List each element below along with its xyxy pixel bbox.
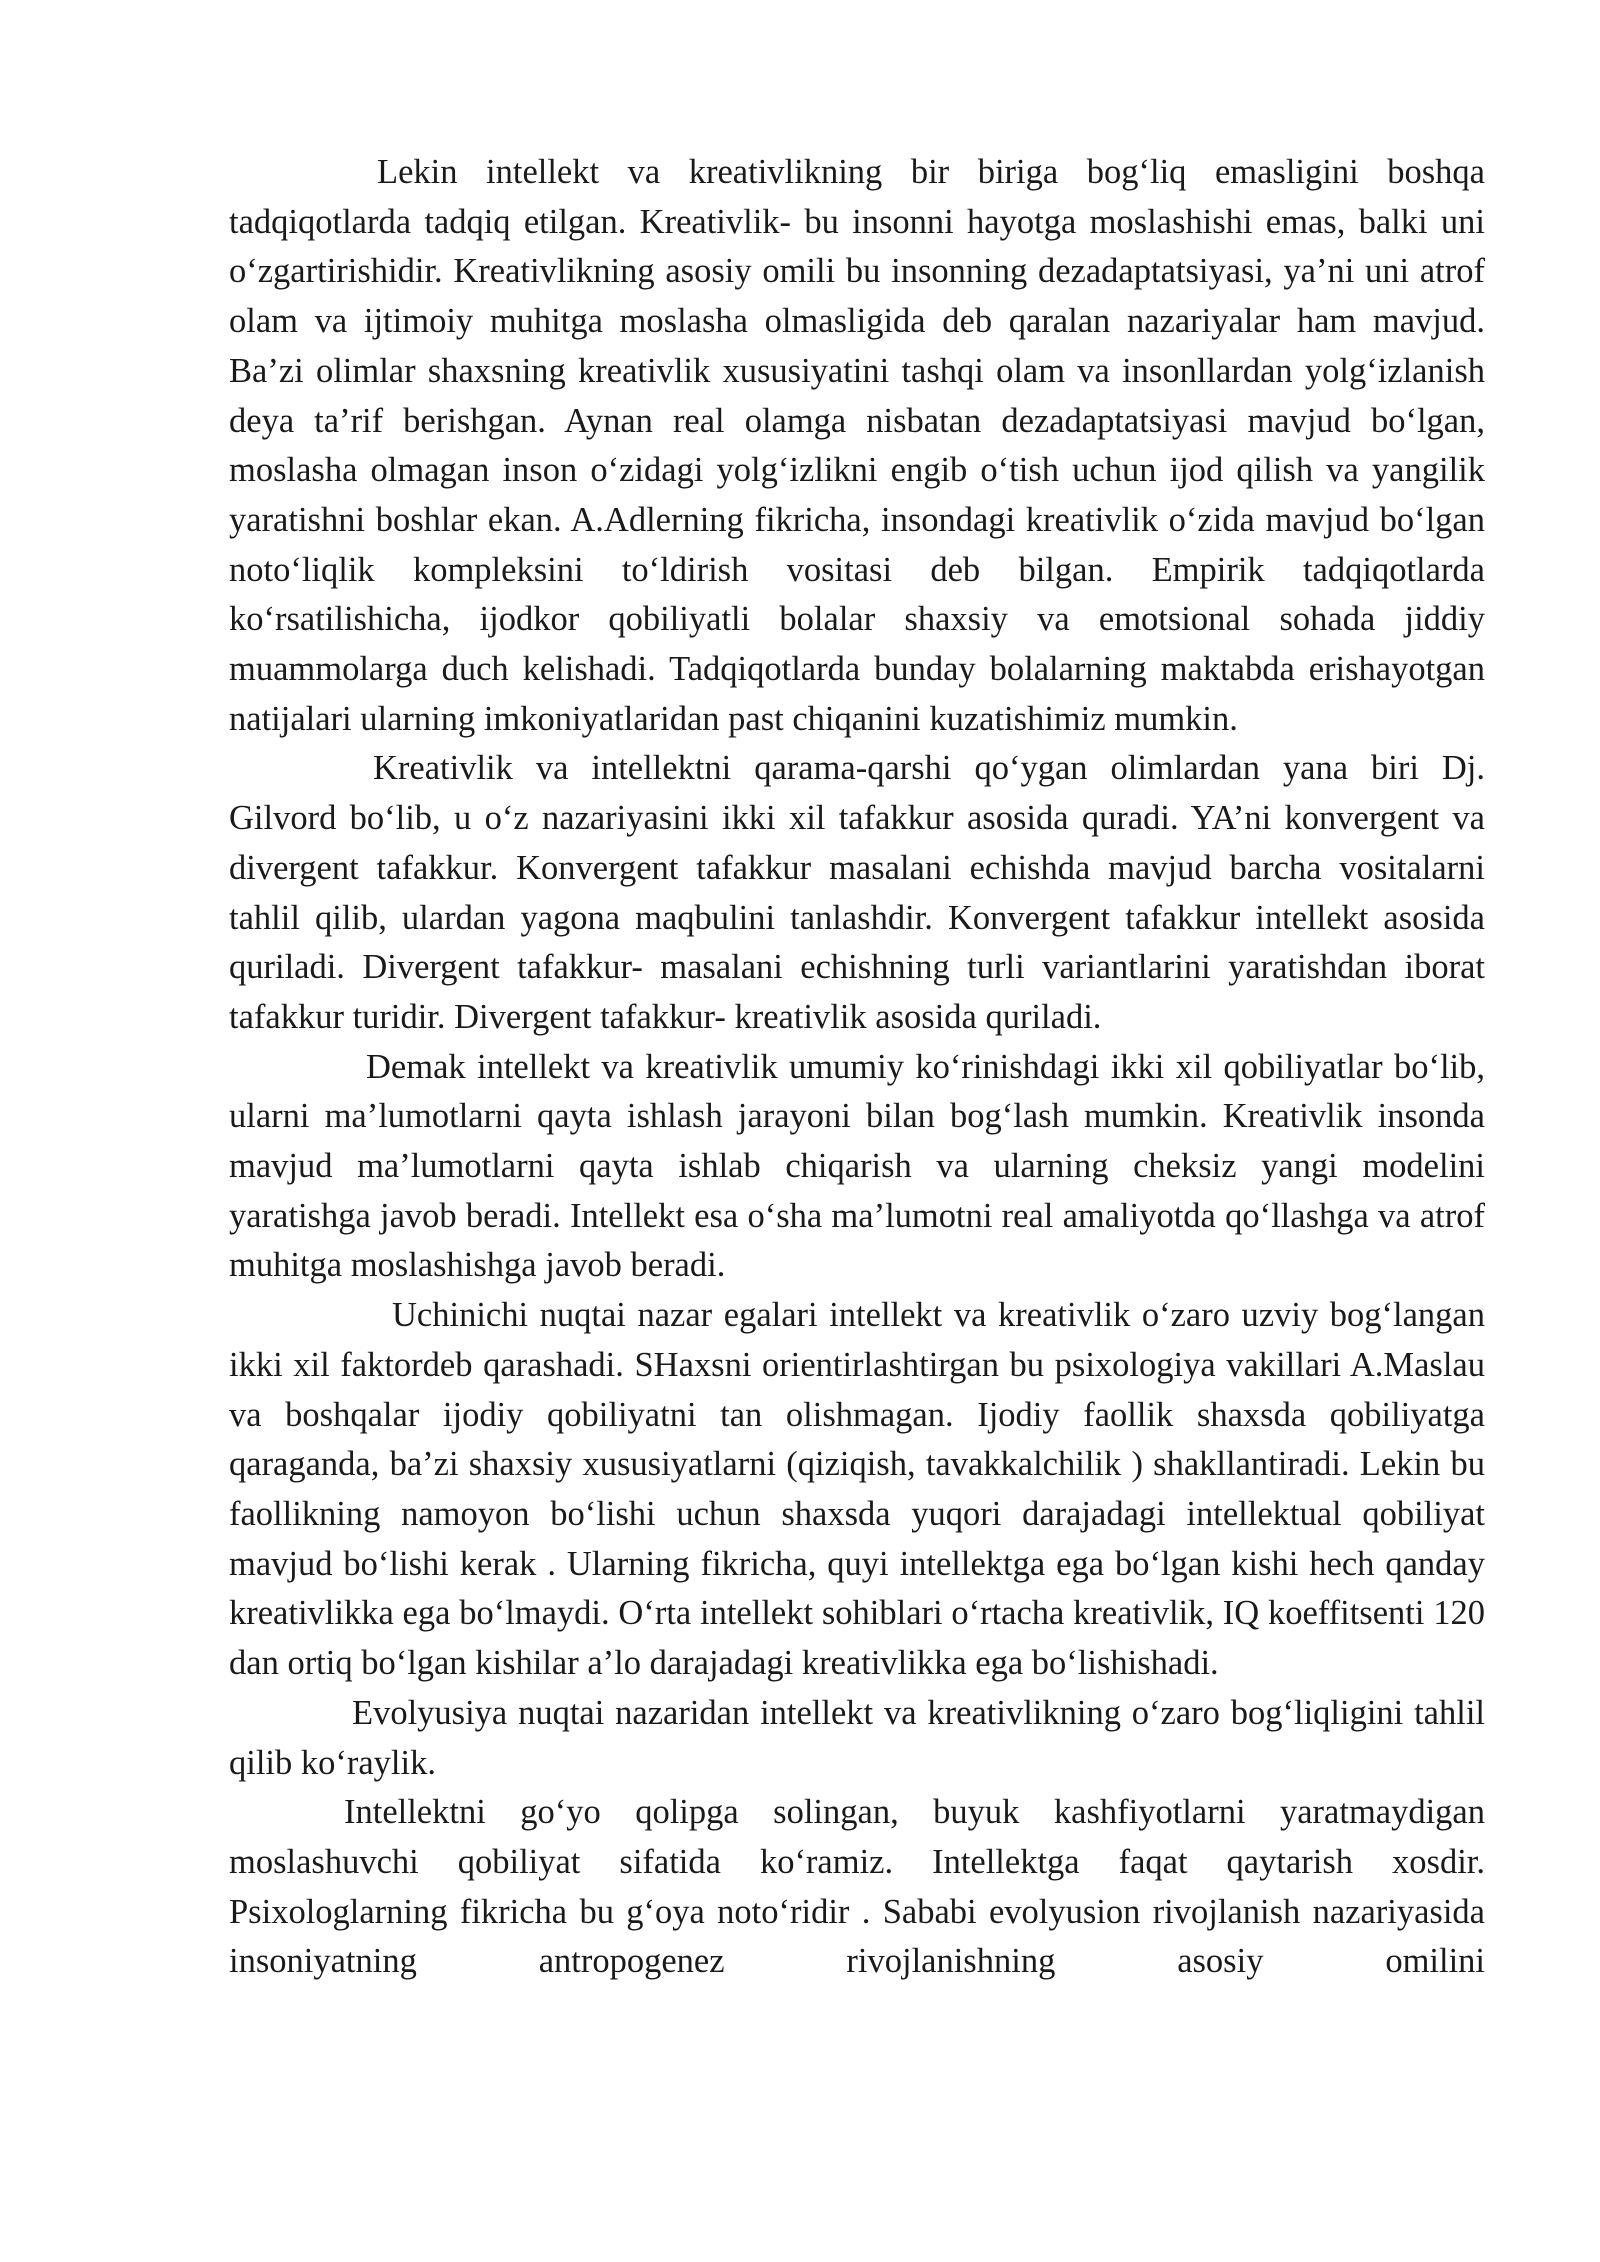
paragraph-2: Kreativlik va intellektni qarama-qarshi qo‘ygan olimlardan yana biri Dj. Gilvord bo‘lib, u o‘z nazariyasini ikki xil tafakkur asosida quradi. YA’ni konvergent va divergent tafakkur. Konvergent tafakkur masalani echishda mavjud barcha vositalarni tahlil qilib, ulardan yagona maqbulini tanlashdir. Konvergent tafakkur intellekt asosida quriladi. Divergent tafakkur- masalani echishning turli variantlarini yaratishdan iborat tafakkur turidir. Divergent tafakkur- kreativlik asosida quriladi. bbox=[229, 749, 1485, 1036]
paragraph-1: Lekin intellekt va kreativlikning bir biriga bog‘liq emasligini boshqa tadqiqotlarda tadqiq etilgan. Kreativlik- bu insonni hayotga moslashishi emas, balki uni o‘zgartirishidir. Kreativlikning asosiy omili bu insonning dezadaptatsiyasi, ya’ni uni atrof olam va ijtimoiy muhitga moslasha olmasligida deb qaralan nazariyalar ham mavjud. Ba’zi olimlar shaxsning kreativlik xususiyatini tashqi olam va insonllardan yolg‘izlanish deya ta’rif berishgan. Aynan real olamga nisbatan dezadaptatsiyasi mavjud bo‘lgan, moslasha olmagan inson o‘zidagi yolg‘izlikni engib o‘tish uchun ijod qilish va yangilik yaratishni boshlar ekan. A.Adlerning fikricha, insondagi kreativlik o‘zida mavjud bo‘lgan noto‘liqlik kompleksini to‘ldirish vositasi deb bilgan. Empirik tadqiqotlarda ko‘rsatilishicha, ijodkor qobiliyatli bolalar shaxsiy va emotsional sohada jiddiy muammolarga duch kelishadi. Tadqiqotlarda bunday bolalarning maktabda erishayotgan natijalari ularning imkoniyatlaridan past chiqanini kuzatishimiz mumkin. bbox=[229, 153, 1485, 738]
document-body bbox=[229, 148, 1485, 1987]
paragraph-5: Evolyusiya nuqtai nazaridan intellekt va kreativlikning o‘zaro bog‘liqligini tahlil qilib ko‘raylik. bbox=[229, 1693, 1485, 1782]
paragraph-6: Intellektni go‘yo qolipga solingan, buyuk kashfiyotlarni yaratmaydigan moslashuvchi qobiliyat sifatida ko‘ramiz. Intellektga faqat qaytarish xosdir. Psixologlarning fikricha bu g‘oya noto‘ridir . Sababi evolyusion rivojlanish nazariyasida insoniyatning antropogenez rivojlanishning asosiy omilini bbox=[229, 1793, 1485, 1981]
paragraph-3: Demak intellekt va kreativlik umumiy ko‘rinishdagi ikki xil qobiliyatlar bo‘lib, ularni ma’lumotlarni qayta ishlash jarayoni bilan bog‘lash mumkin. Kreativlik insonda mavjud ma’lumotlarni qayta ishlab chiqarish va ularning cheksiz yangi modelini yaratishga javob beradi. Intellekt esa o‘sha ma’lumotni real amaliyotda qo‘llashga va atrof muhitga moslashishga javob beradi. bbox=[229, 1047, 1485, 1285]
paragraph-4: Uchinichi nuqtai nazar egalari intellekt va kreativlik o‘zaro uzviy bog‘langan ikki xil faktordeb qarashadi. SHaxsni orientirlashtirgan bu psixologiya vakillari A.Maslau va boshqalar ijodiy qobiliyatni tan olishmagan. Ijodiy faollik shaxsda qobiliyatga qaraganda, ba’zi shaxsiy xususiyatlarni (qiziqish, tavakkalchilik ) shakllantiradi. Lekin bu faollikning namoyon bo‘lishi uchun shaxsda yuqori darajadagi intellektual qobiliyat mavjud bo‘lishi kerak . Ularning fikricha, quyi intellektga ega bo‘lgan kishi hech qanday kreativlikka ega bo‘lmaydi. O‘rta intellekt sohiblari o‘rtacha kreativlik, IQ koeffitsenti 120 dan ortiq bo‘lgan kishilar a’lo darajadagi kreativlikka ega bo‘lishishadi. bbox=[229, 1296, 1485, 1683]
